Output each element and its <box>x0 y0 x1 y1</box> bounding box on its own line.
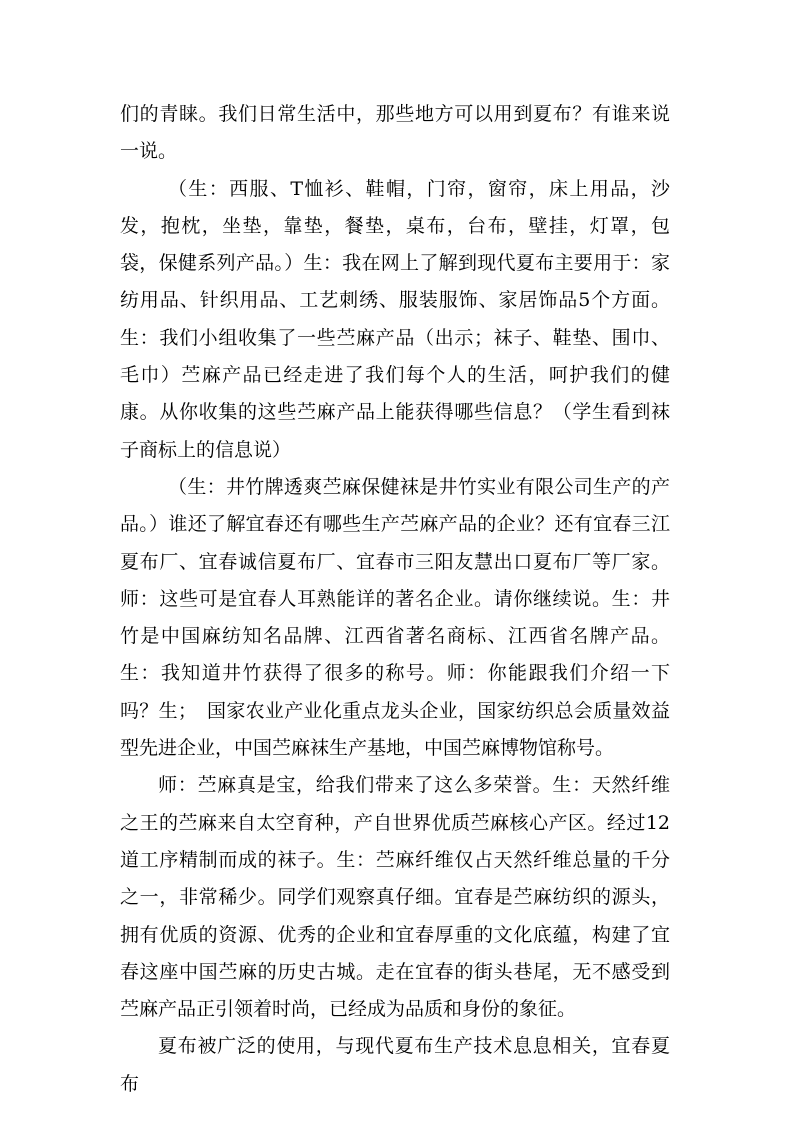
paragraph-1: 们的青睐。我们日常生活中，那些地方可以用到夏布？有谁来说一说。 <box>120 103 670 163</box>
paragraph-3: （生：井竹牌透爽苎麻保健袜是井竹实业有限公司生产的产品。）谁还了解宜春还有哪些生产苎麻产品的企业？还有宜春三江夏布厂、宜春诚信夏布厂、宜春市三阳友慧出口夏布厂等厂家。师：这些可是宜春人耳熟能详的著名企业。请你继续说。生：井竹是中国麻纺知名品牌、江西省著名商标、江西省名牌产品。生：我知道井竹获得了很多的称号。师：你能跟我们介绍一下吗？生； 国家农业产业化重点龙头企业，国家纺织总会质量效益型先进企业，中国苎麻袜生产基地，中国苎麻博物馆称号。 <box>120 475 670 760</box>
document-body <box>120 96 670 1103</box>
paragraph-5: 夏布被广泛的使用，与现代夏布生产技术息息相关，宜春夏布 <box>120 1035 670 1095</box>
paragraph-4: 师：苎麻真是宝，给我们带来了这么多荣誉。生：天然纤维之王的苎麻来自太空育种，产自世界优质苎麻核心产区。经过12道工序精制而成的袜子。生：苎麻纤维仅占天然纤维总量的千分之一，非常稀少。同学们观察真仔细。宜春是苎麻纺织的源头，拥有优质的资源、优秀的企业和宜春厚重的文化底蕴，构建了宜春这座中国苎麻的历史古城。走在宜春的街头巷尾，无不感受到苎麻产品正引领着时尚，已经成为品质和身份的象征。 <box>120 774 670 1021</box>
paragraph-2: （生：西服、T恤衫、鞋帽，门帘，窗帘，床上用品，沙发，抱枕，坐垫，靠垫，餐垫，桌布，台布，壁挂，灯罩，包袋，保健系列产品。）生：我在网上了解到现代夏布主要用于：家纺用品、针织用品、工艺刺绣、服装服饰、家居饰品5个方面。生：我们小组收集了一些苎麻产品（出示；袜子、鞋垫、围巾、毛巾）苎麻产品已经走进了我们每个人的生活，呵护我们的健康。从你收集的这些苎麻产品上能获得哪些信息？（学生看到袜子商标上的信息说） <box>120 177 670 461</box>
